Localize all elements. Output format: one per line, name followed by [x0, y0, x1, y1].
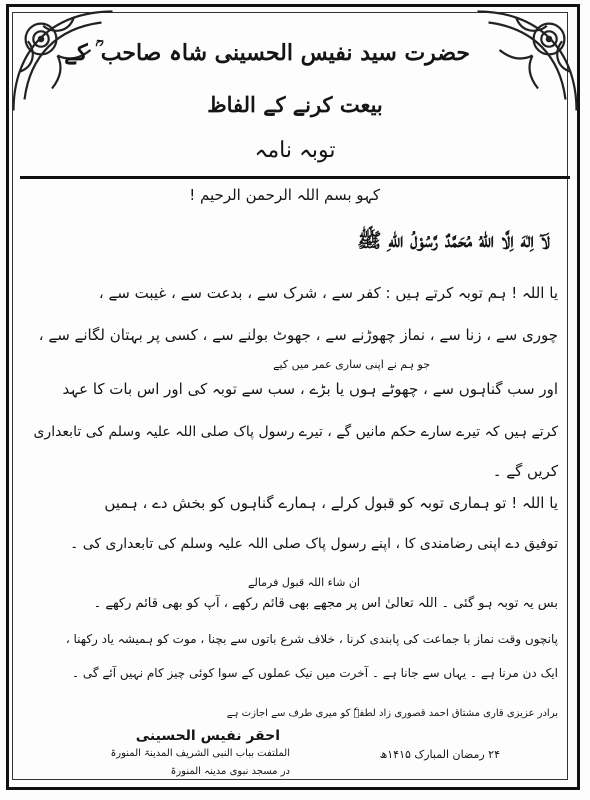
title-line-1: حضرت سید نفیس الحسینی شاہ صاحب ؒ کے [64, 40, 470, 66]
permission-note: برادر عزیزی قاری مشتاق احمد قصوری زاد لطفہٗ کو میری طرف سے اجازت ہے [226, 708, 558, 719]
paragraph-line-3: اور سب گناہوں سے ، چھوٹے ہوں یا بڑے ، سب سے توبہ کی اور اس بات کا عہد [62, 380, 558, 398]
paragraph-line-6: یا اللہ ! تو ہماری توبہ کو قبول کرلے ، ہمارے گناہوں کو بخش دے ، ہمیں [104, 494, 558, 512]
corner-ornament-right [472, 6, 582, 116]
signature-name: احقر نفیس الحسینی [135, 728, 280, 744]
bismillah-line: کہو بسم اللہ الرحمن الرحیم ! [189, 186, 380, 204]
header-divider [20, 176, 570, 179]
paragraph-line-4: کرتے ہیں کہ تیرے سارے حکم مانیں گے ، تیرے رسول پاک صلی اللہ علیہ وسلم کی تابعداری [33, 424, 558, 440]
paragraph-line-1: یا اللہ ! ہم توبہ کرتے ہیں : کفر سے ، شرک سے ، بدعت سے ، غیبت سے ، [98, 284, 558, 302]
paragraph-line-5: کریں گے ۔ [492, 462, 558, 480]
advice-line-2: پانچوں وقت نماز با جماعت کی پابندی کرنا ، خلاف شرع باتوں سے بچنا ، موت کو ہمیشہ یاد رکھنا ، [65, 632, 558, 646]
advice-line-3: ایک دن مرنا ہے ۔ یہاں سے جانا ہے ۔ آخرت میں نیک عملوں کے سوا کوئی چیز کام نہیں آئے گی ۔ [72, 666, 558, 680]
title-line-3: توبہ نامہ [254, 138, 336, 163]
paragraph-line-7: توفیق دے اپنی رضامندی کا ، اپنے رسول پاک صلی اللہ علیہ وسلم کی تابعداری کی ۔ [70, 536, 558, 552]
signature-title: الملتفت بباب النبی الشریف المدینۃ المنورۃ [110, 748, 290, 759]
advice-line-1: بس یہ توبہ ہو گئی ۔ اللہ تعالیٰ اس پر مجھے بھی قائم رکھے ، آپ کو بھی قائم رکھے ۔ [93, 596, 558, 611]
title-line-2: بیعت کرنے کے الفاظ [207, 92, 383, 117]
place-line: در مسجد نبوی مدینہ المنورۃ [170, 766, 290, 777]
kalima-line: لَآ اِلٰهَ اِلَّا اللّٰهُ مُحَمَّدٌ رَّسُوْلُ اللّٰهِ ﷺ [357, 228, 550, 252]
small-note: ان شاء اللہ قبول فرمالے [248, 576, 360, 589]
paragraph-line-2: چوری سے ، زنا سے ، نماز چھوڑنے سے ، جھوٹ بولنے سے ، کسی پر بہتان لگانے سے ، [38, 326, 558, 344]
document-date: ۲۴ رمضان المبارک ۱۴۱۵ھ [379, 748, 500, 761]
interlinear-note: جو ہم نے اپنی ساری عمر میں کیے [273, 358, 430, 371]
